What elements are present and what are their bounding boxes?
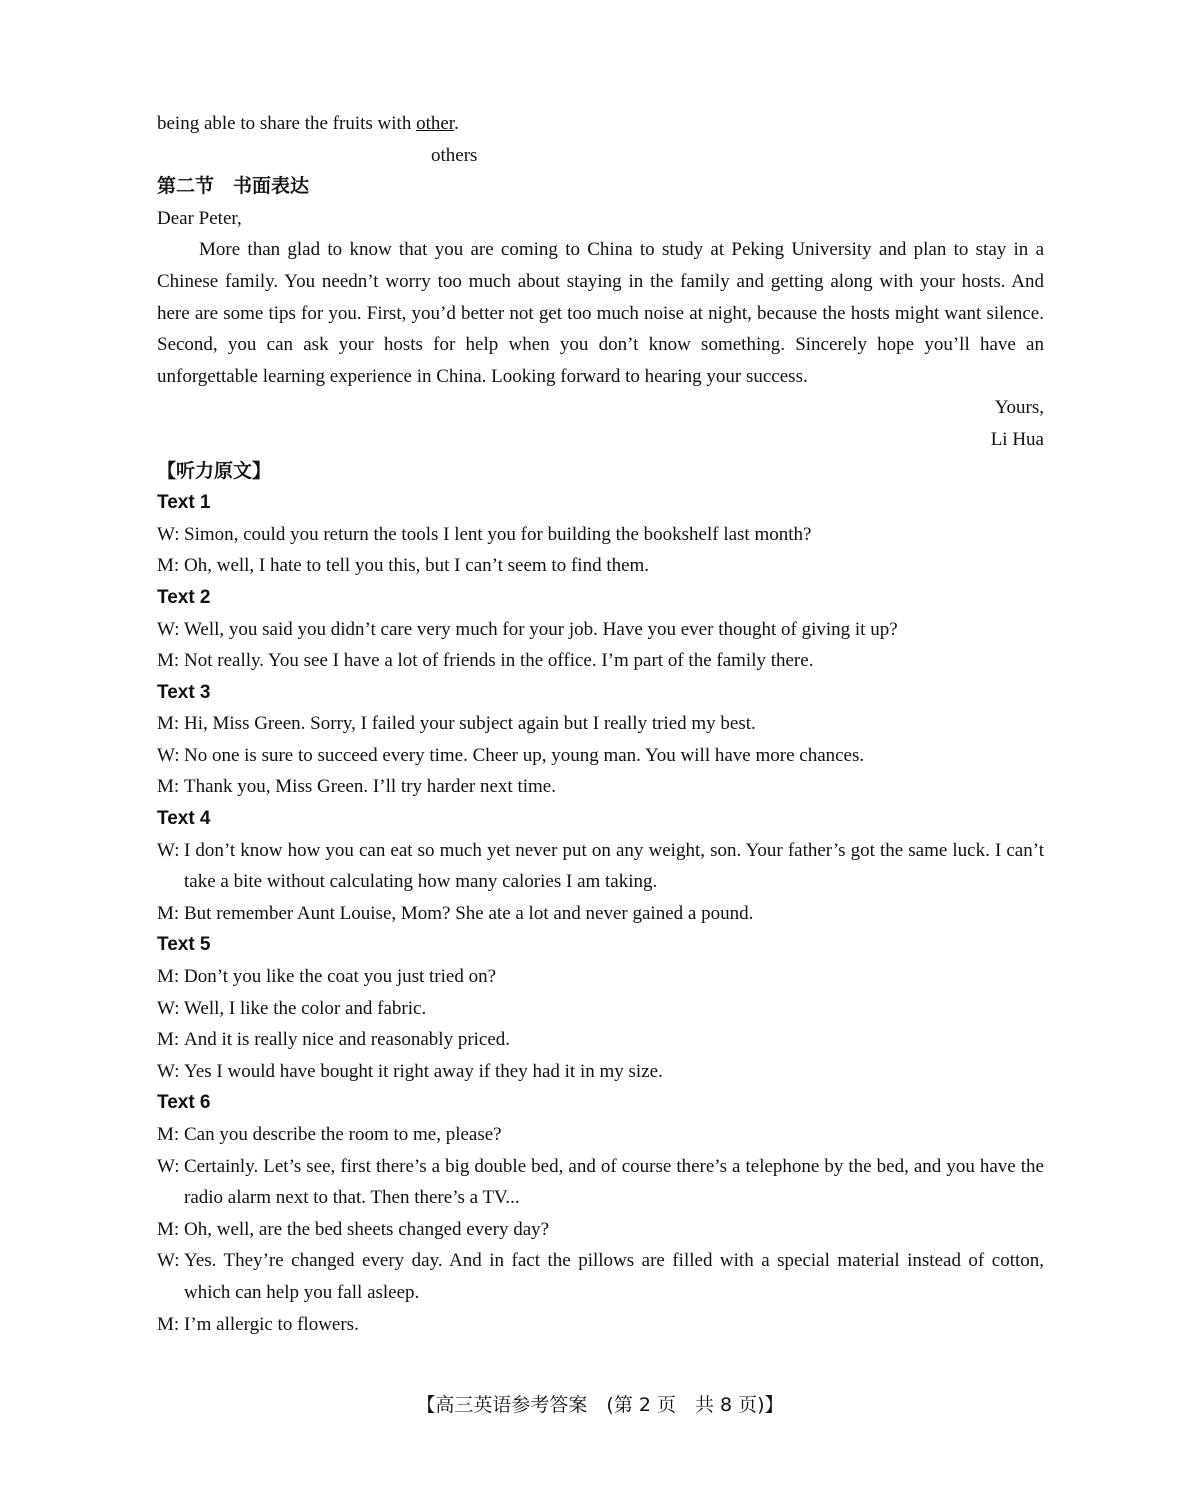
letter-salutation: Dear Peter,	[157, 207, 242, 229]
dialogue-text: And it is really nice and reasonably priced.	[184, 1029, 511, 1051]
dialogue-text: Not really. You see I have a lot of friends in the office. I’m part of the family there.	[184, 650, 814, 672]
dialogue-text: I’m allergic to flowers.	[184, 1313, 359, 1335]
transcript-heading: Text 2	[157, 586, 211, 608]
dialogue-line	[157, 898, 1044, 930]
speaker-label: M:	[157, 1218, 180, 1240]
dialogue-line	[157, 550, 1044, 582]
speaker-label: M:	[157, 966, 180, 988]
dialogue-text: Oh, well, I hate to tell you this, but I can’t seem to find them.	[184, 555, 650, 577]
speaker-label: W:	[157, 744, 180, 766]
speaker-label: W:	[157, 839, 180, 861]
writing-section-heading: 第二节 书面表达	[157, 175, 310, 198]
speaker-label: W:	[157, 523, 180, 545]
dialogue-text: Simon, could you return the tools I lent you for building the bookshelf last month?	[184, 523, 812, 545]
dialogue-text: I don’t know how you can eat so much yet never put on any weight, son. Your father’s got the same luck. I can’t take a bite without calculating how many calories I am taking.	[184, 839, 1044, 893]
error-word: other	[416, 113, 455, 134]
dialogue-text: Certainly. Let’s see, first there’s a big double bed, and of course there’s a telephone by the bed, and you have the radio alarm next to that. Then there’s a TV...	[184, 1155, 1044, 1209]
letter-body: More than glad to know that you are coming to China to study at Peking University and plan to stay in a Chinese family. You needn’t worry too much about staying in the family and getting along with your hosts. And here are some tips for you. First, you’d better not get too much noise at night, because the hosts might want silence. Second, you can ask your hosts for help when you don’t know something. Sincerely hope you’ll have an unforgettable learning experience in China. Looking forward to hearing your success.	[157, 239, 1044, 387]
dialogue-line	[157, 1024, 1044, 1056]
speaker-label: M:	[157, 1313, 180, 1335]
dialogue-text: Well, you said you didn’t care very much for your job. Have you ever thought of giving it up?	[184, 618, 898, 640]
transcript-heading: Text 5	[157, 934, 211, 956]
dialogue-line	[157, 1151, 1044, 1214]
dialogue-text: Don’t you like the coat you just tried on?	[184, 966, 497, 988]
dialogue-line	[157, 1309, 1044, 1341]
dialogue-text: But remember Aunt Louise, Mom? She ate a lot and never gained a pound.	[184, 902, 754, 924]
dialogue-text: Well, I like the color and fabric.	[184, 997, 427, 1019]
correction-text-after: .	[454, 113, 459, 134]
dialogue-text: Oh, well, are the bed sheets changed every day?	[184, 1218, 550, 1240]
speaker-label: W:	[157, 1060, 180, 1082]
transcript-heading: Text 1	[157, 492, 211, 514]
dialogue-text: Hi, Miss Green. Sorry, I failed your subject again but I really tried my best.	[184, 713, 756, 735]
dialogue-text: No one is sure to succeed every time. Cheer up, young man. You will have more chances.	[184, 744, 865, 766]
speaker-label: M:	[157, 555, 180, 577]
dialogue-line	[157, 614, 1044, 646]
dialogue-line	[157, 1214, 1044, 1246]
letter-closing: Yours,	[994, 397, 1044, 419]
speaker-label: M:	[157, 713, 180, 735]
dialogue-line	[157, 740, 1044, 772]
dialogue-line	[157, 645, 1044, 677]
dialogue-line	[157, 708, 1044, 740]
speaker-label: M:	[157, 776, 180, 798]
transcript-heading: Text 4	[157, 808, 211, 830]
letter-signature: Li Hua	[990, 428, 1044, 450]
dialogue-line	[157, 835, 1044, 898]
dialogue-text: Can you describe the room to me, please?	[184, 1124, 502, 1145]
speaker-label: M:	[157, 1124, 180, 1145]
speaker-label: W:	[157, 1155, 180, 1177]
dialogue-line	[157, 519, 1044, 551]
correction-text-before: being able to share the fruits with	[157, 113, 417, 134]
dialogue-line	[157, 1119, 1044, 1151]
speaker-label: M:	[157, 902, 180, 924]
speaker-label: M:	[157, 650, 180, 672]
dialogue-line	[157, 993, 1044, 1025]
dialogue-text: Yes I would have bought it right away if they had it in my size.	[184, 1060, 663, 1082]
listening-transcripts	[157, 487, 1044, 1340]
page-footer: 【高三英语参考答案 (第 2 页 共 8 页)】	[416, 1394, 784, 1416]
transcript-heading: Text 3	[157, 681, 211, 703]
corrected-word: others	[431, 144, 478, 166]
transcript-heading: Text 6	[157, 1092, 211, 1114]
answer-page	[157, 108, 1044, 1340]
speaker-label: M:	[157, 1029, 180, 1051]
dialogue-line	[157, 1056, 1044, 1088]
dialogue-text: Thank you, Miss Green. I’ll try harder next time.	[184, 776, 556, 798]
listening-section-heading: 【听力原文】	[157, 459, 272, 482]
dialogue-text: Yes. They’re changed every day. And in fact the pillows are filled with a special material instead of cotton, which can help you fall asleep.	[184, 1250, 1044, 1303]
speaker-label: W:	[157, 997, 180, 1019]
speaker-label: W:	[157, 1250, 180, 1272]
dialogue-line	[157, 961, 1044, 993]
dialogue-line	[157, 771, 1044, 803]
speaker-label: W:	[157, 618, 180, 640]
correction-sentence	[157, 108, 1044, 140]
dialogue-line	[157, 1245, 1044, 1308]
